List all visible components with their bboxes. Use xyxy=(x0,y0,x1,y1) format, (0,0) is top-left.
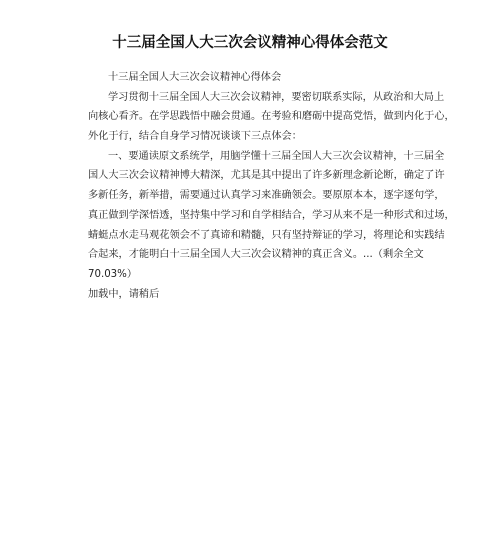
paragraph-line: 合起来，才能明白十三届全国人大三次会议精神的真正含义。...（剩余全文 xyxy=(88,249,424,261)
document-subtitle: 十三届全国人大三次会议精神心得体会 xyxy=(108,72,282,83)
paragraph-line: 国人大三次会议精神博大精深，尤其是其中提出了许多新理念新论断，确定了许 xyxy=(88,170,445,182)
document-title: 十三届全国人大三次会议精神心得体会范文 xyxy=(112,35,388,51)
paragraph-line: 蜻蜓点水走马观花领会不了真谛和精髓，只有坚持辩证的学习，将理论和实践结 xyxy=(88,229,445,241)
paragraph-line: 真正做到学深悟透，坚持集中学习和自学相结合，学习从来不是一种形式和过场， xyxy=(88,209,455,221)
loading-status: 加载中，请稍后 xyxy=(88,288,160,300)
document-body xyxy=(88,68,455,304)
paragraph-line: 学习贯彻十三届全国人大三次会议精神，要密切联系实际，从政治和大局上 xyxy=(108,91,445,103)
paragraph-line: 70.03%） xyxy=(88,268,138,280)
paragraph-line: 一、要通读原文系统学，用脑学懂十三届全国人大三次会议精神，十三届全 xyxy=(108,150,445,162)
paragraph-line: 外化于行，结合自身学习情况谈谈下三点体会： xyxy=(88,131,302,143)
paragraph-line: 向核心看齐。在学思践悟中融会贯通。在考验和磨砺中提高党悟，做到内化于心， xyxy=(88,111,455,123)
paragraph-line: 多新任务，新举措，需要通过认真学习来准确领会。要原原本本，逐字逐句学， xyxy=(88,190,445,202)
